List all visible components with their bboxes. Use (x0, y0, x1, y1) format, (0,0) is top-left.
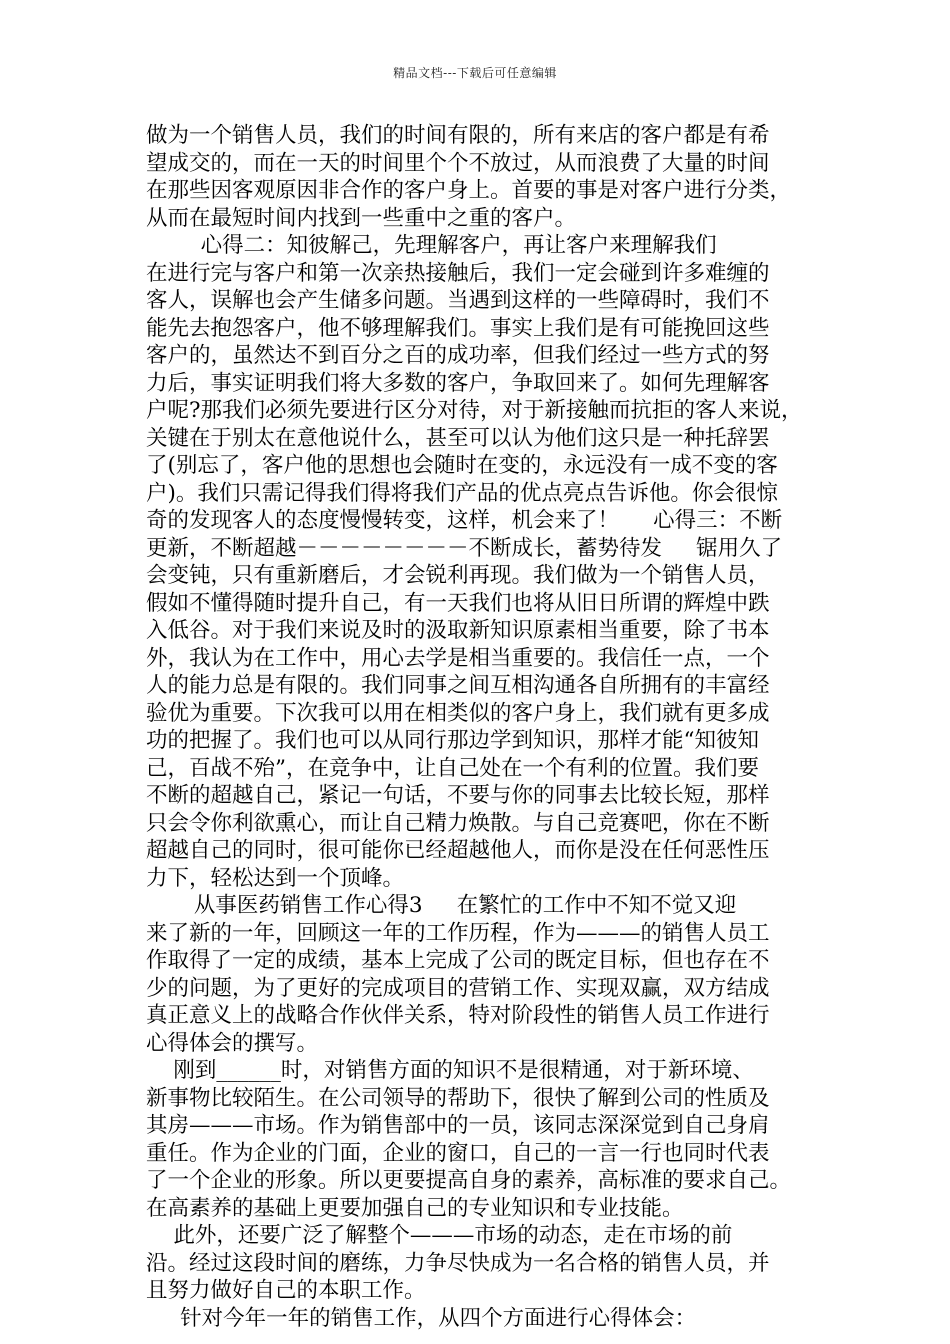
text-line: 且努力做好自己的本职工作。 (146, 1278, 426, 1303)
text-line: 沿。经过这段时间的磨练，力争尽快成为一名合格的销售人员，并 (146, 1250, 770, 1276)
text-line: 户)。我们只需记得我们得将我们产品的优点亮点告诉他。你会很惊 (146, 480, 778, 506)
text-line: 关键在于别太在意他说什么，甚至可以认为他们这只是一种托辞罢 (146, 425, 770, 451)
text-line: 能先去抱怨客户，他不够理解我们。事实上我们是有可能挽回这些 (146, 315, 770, 341)
text-line: 从事医药销售工作心得3 在繁忙的工作中不知不觉又迎 (146, 893, 737, 918)
text-line: 来了新的一年，回顾这一年的工作历程，作为———的销售人员工 (146, 920, 770, 946)
text-line: 超越自己的同时，很可能你已经超越他人，而你是没在任何恶性压 (146, 838, 770, 863)
text-line: 力下，轻松达到一个顶峰。 (146, 865, 405, 891)
document-body (146, 122, 814, 1332)
text-line: 入低谷。对于我们来说及时的汲取新知识原素相当重要，除了书本 (146, 618, 770, 643)
text-line: 心得二：知彼解己，先理解客户，再让客户来理解我们 (146, 233, 717, 258)
text-line: 会变钝，只有重新磨后，才会锐利再现。我们做为一个销售人员， (146, 563, 770, 588)
text-line: 奇的发现客人的态度慢慢转变，这样，机会来了！ 心得三：不断 (146, 508, 783, 533)
text-line: 心得体会的撰写。 (146, 1030, 319, 1056)
text-line: 人的能力总是有限的。我们同事之间互相沟通各自所拥有的丰富经 (146, 673, 770, 698)
text-line: 外，我认为在工作中，用心去学是相当重要的。我信任一点，一个 (146, 645, 770, 671)
text-line: 在进行完与客户和第一次亲热接触后，我们一定会碰到许多难缠的 (146, 260, 770, 286)
text-line: 只会令你利欲熏心，而让自己精力焕散。与自己竞赛吧，你在不断 (146, 810, 770, 836)
text-line: 少的问题，为了更好的完成项目的营销工作、实现双赢，双方结成 (146, 975, 770, 1001)
text-line: 其房———市场。作为销售部中的一员，该同志深深觉到自己身肩 (146, 1113, 770, 1138)
text-line: 验优为重要。下次我可以用在相类似的客户身上，我们就有更多成 (146, 700, 770, 726)
page-header: 精品文档---下载后可任意编辑 (393, 66, 557, 80)
text-line: 不断的超越自己，紧记一句话，不要与你的同事去比较长短，那样 (146, 783, 770, 808)
text-line: 了(别忘了，客户他的思想也会随时在变的，永远没有一成不变的客 (146, 453, 778, 478)
text-line: 力后，事实证明我们将大多数的客户，争取回来了。如何先理解客 (146, 370, 770, 396)
text-line: 此外，还要广泛了解整个———市场的动态，走在市场的前 (146, 1223, 733, 1248)
text-line: 重任。作为企业的门面，企业的窗口，自己的一言一行也同时代表 (146, 1140, 770, 1166)
text-line: 己，百战不殆”，在竞争中，让自己处在一个有利的位置。我们要 (146, 755, 759, 781)
text-line: 针对今年一年的销售工作，从四个方面进行心得体会： (146, 1305, 697, 1331)
text-line: 了一个企业的形象。所以更要提高自身的素养，高标准的要求自己。 (146, 1168, 792, 1193)
text-line: 新事物比较陌生。在公司领导的帮助下，很快了解到公司的性质及 (146, 1085, 770, 1111)
text-line: 在那些因客观原因非合作的客户身上。首要的事是对客户进行分类， (146, 178, 792, 203)
text-line: 望成交的，而在一天的时间里个个不放过，从而浪费了大量的时间 (146, 150, 770, 176)
text-line: 客人，误解也会产生储多问题。当遇到这样的一些障碍时，我们不 (146, 288, 770, 313)
text-line: 客户的，虽然达不到百分之百的成功率，但我们经过一些方式的努 (146, 343, 770, 368)
text-line: 刚到______时，对销售方面的知识不是很精通，对于新环境、 (146, 1058, 754, 1083)
text-line: 在高素养的基础上更要加强自己的专业知识和专业技能。 (146, 1195, 684, 1221)
text-line: 做为一个销售人员，我们的时间有限的，所有来店的客户都是有希 (146, 123, 770, 148)
text-line: 户呢?那我们必须先要进行区分对待，对于新接触而抗拒的客人来说， (146, 398, 803, 423)
text-line: 真正意义上的战略合作伙伴关系，特对阶段性的销售人员工作进行 (146, 1003, 770, 1028)
text-line: 作取得了一定的成绩，基本上完成了公司的既定目标，但也存在不 (146, 948, 770, 973)
text-line: 从而在最短时间内找到一些重中之重的客户。 (146, 205, 577, 231)
text-line: 更新，不断超越－－－－－－－－不断成长，蓄势待发 锯用久了 (146, 535, 783, 561)
text-line: 功的把握了。我们也可以从同行那边学到知识，那样才能“知彼知 (146, 728, 759, 753)
text-line: 假如不懂得随时提升自己，有一天我们也将从旧日所谓的辉煌中跌 (146, 590, 770, 616)
